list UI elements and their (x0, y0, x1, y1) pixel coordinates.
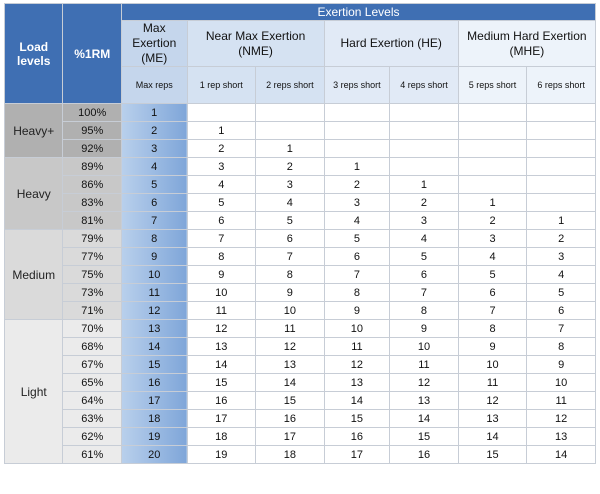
reps-cell: 16 (187, 392, 256, 410)
reps-cell: 6 (458, 284, 527, 302)
table-row (5, 122, 596, 140)
reps-cell: 7 (187, 230, 256, 248)
table-row (5, 176, 596, 194)
table-row (5, 266, 596, 284)
max-reps-cell: 10 (121, 266, 187, 284)
reps-cell: 9 (187, 266, 256, 284)
reps-cell (527, 122, 596, 140)
reps-cell: 9 (324, 302, 390, 320)
max-reps-cell: 13 (121, 320, 187, 338)
reps-cell: 14 (324, 392, 390, 410)
reps-cell: 10 (256, 302, 325, 320)
table-row (5, 320, 596, 338)
reps-header-cell: 6 reps short (527, 67, 596, 104)
max-reps-cell: 17 (121, 392, 187, 410)
reps-cell: 2 (256, 158, 325, 176)
reps-cell: 12 (324, 356, 390, 374)
reps-cell: 15 (324, 410, 390, 428)
table-row (5, 194, 596, 212)
reps-cell: 10 (187, 284, 256, 302)
pct-1rm-cell: 75% (63, 266, 121, 284)
reps-cell: 6 (390, 266, 459, 284)
reps-cell (324, 104, 390, 122)
reps-cell: 5 (324, 230, 390, 248)
max-reps-cell: 6 (121, 194, 187, 212)
reps-cell: 6 (256, 230, 325, 248)
reps-cell: 2 (527, 230, 596, 248)
reps-cell: 15 (187, 374, 256, 392)
reps-cell (324, 122, 390, 140)
reps-cell (324, 140, 390, 158)
load-level-cell: Light (5, 320, 63, 464)
max-reps-cell: 11 (121, 284, 187, 302)
reps-cell: 3 (187, 158, 256, 176)
reps-cell (458, 122, 527, 140)
exertion-group-header: Medium Hard Exertion (MHE) (458, 21, 595, 67)
reps-cell (458, 104, 527, 122)
reps-cell: 5 (256, 212, 325, 230)
reps-cell: 13 (256, 356, 325, 374)
pct-1rm-cell: 62% (63, 428, 121, 446)
reps-cell: 10 (324, 320, 390, 338)
reps-header-cell: 4 reps short (390, 67, 459, 104)
table-row (5, 356, 596, 374)
reps-cell: 11 (187, 302, 256, 320)
max-reps-cell: 19 (121, 428, 187, 446)
reps-cell: 9 (256, 284, 325, 302)
reps-cell: 13 (458, 410, 527, 428)
exertion-group-header: Near Max Exertion (NME) (187, 21, 324, 67)
pct-1rm-cell: 70% (63, 320, 121, 338)
reps-cell: 11 (458, 374, 527, 392)
table-row (5, 158, 596, 176)
table-row (5, 428, 596, 446)
reps-cell: 10 (527, 374, 596, 392)
reps-cell: 8 (458, 320, 527, 338)
reps-header-cell: 2 reps short (256, 67, 325, 104)
reps-cell: 8 (390, 302, 459, 320)
reps-cell: 5 (390, 248, 459, 266)
reps-cell: 1 (324, 158, 390, 176)
reps-cell: 14 (458, 428, 527, 446)
load-level-cell: Medium (5, 230, 63, 320)
table-row (5, 410, 596, 428)
max-reps-cell: 5 (121, 176, 187, 194)
pct-1rm-header: %1RM (63, 4, 121, 104)
reps-cell: 5 (458, 266, 527, 284)
reps-cell: 15 (256, 392, 325, 410)
reps-cell: 1 (527, 212, 596, 230)
max-reps-cell: 4 (121, 158, 187, 176)
reps-cell: 3 (527, 248, 596, 266)
table-row (5, 284, 596, 302)
pct-1rm-cell: 79% (63, 230, 121, 248)
reps-cell: 2 (458, 212, 527, 230)
reps-cell: 16 (324, 428, 390, 446)
reps-cell: 14 (187, 356, 256, 374)
reps-cell: 9 (527, 356, 596, 374)
table-row (5, 338, 596, 356)
reps-cell (390, 122, 459, 140)
pct-1rm-cell: 95% (63, 122, 121, 140)
reps-cell (256, 104, 325, 122)
max-reps-cell: 14 (121, 338, 187, 356)
max-reps-cell: 8 (121, 230, 187, 248)
reps-cell: 2 (187, 140, 256, 158)
reps-cell: 7 (527, 320, 596, 338)
reps-cell: 8 (187, 248, 256, 266)
reps-cell (390, 140, 459, 158)
exertion-group-header: Hard Exertion (HE) (324, 21, 458, 67)
table-row (5, 140, 596, 158)
load-level-cell: Heavy+ (5, 104, 63, 158)
reps-cell: 4 (458, 248, 527, 266)
reps-cell: 3 (458, 230, 527, 248)
reps-cell (390, 104, 459, 122)
table-row (5, 302, 596, 320)
reps-header-cell: 5 reps short (458, 67, 527, 104)
pct-1rm-cell: 92% (63, 140, 121, 158)
reps-cell: 1 (390, 176, 459, 194)
max-reps-cell: 3 (121, 140, 187, 158)
reps-cell: 9 (458, 338, 527, 356)
reps-cell: 7 (256, 248, 325, 266)
reps-cell: 6 (187, 212, 256, 230)
reps-cell: 4 (324, 212, 390, 230)
reps-cell: 1 (458, 194, 527, 212)
reps-cell: 12 (527, 410, 596, 428)
reps-cell: 10 (458, 356, 527, 374)
table-row (5, 446, 596, 464)
reps-cell: 18 (187, 428, 256, 446)
reps-cell: 17 (324, 446, 390, 464)
max-reps-cell: 18 (121, 410, 187, 428)
table-row (5, 104, 596, 122)
pct-1rm-cell: 81% (63, 212, 121, 230)
reps-cell: 17 (256, 428, 325, 446)
reps-cell: 2 (324, 176, 390, 194)
reps-cell: 6 (527, 302, 596, 320)
reps-header-cell: 3 reps short (324, 67, 390, 104)
reps-cell: 17 (187, 410, 256, 428)
max-reps-cell: 7 (121, 212, 187, 230)
reps-cell: 13 (527, 428, 596, 446)
reps-cell: 2 (390, 194, 459, 212)
reps-cell: 6 (324, 248, 390, 266)
reps-cell: 16 (256, 410, 325, 428)
reps-cell (458, 176, 527, 194)
pct-1rm-cell: 86% (63, 176, 121, 194)
reps-cell: 16 (390, 446, 459, 464)
reps-cell (527, 194, 596, 212)
reps-cell: 11 (324, 338, 390, 356)
reps-cell: 4 (256, 194, 325, 212)
load-levels-header: Load levels (5, 4, 63, 104)
reps-header-cell: Max reps (121, 67, 187, 104)
reps-cell: 4 (187, 176, 256, 194)
pct-1rm-cell: 89% (63, 158, 121, 176)
reps-cell (187, 104, 256, 122)
pct-1rm-cell: 67% (63, 356, 121, 374)
reps-cell: 3 (324, 194, 390, 212)
reps-cell: 12 (458, 392, 527, 410)
reps-cell (527, 104, 596, 122)
reps-cell: 4 (390, 230, 459, 248)
reps-cell (390, 158, 459, 176)
max-reps-cell: 2 (121, 122, 187, 140)
load-level-cell: Heavy (5, 158, 63, 230)
reps-cell: 10 (390, 338, 459, 356)
pct-1rm-cell: 68% (63, 338, 121, 356)
reps-cell: 14 (527, 446, 596, 464)
reps-cell (527, 158, 596, 176)
reps-cell: 14 (390, 410, 459, 428)
reps-cell: 9 (390, 320, 459, 338)
reps-cell: 8 (324, 284, 390, 302)
max-reps-cell: 12 (121, 302, 187, 320)
max-reps-cell: 1 (121, 104, 187, 122)
reps-cell: 3 (256, 176, 325, 194)
reps-cell: 13 (390, 392, 459, 410)
exertion-group-header: Max Exertion (ME) (121, 21, 187, 67)
table-row (5, 248, 596, 266)
reps-cell: 1 (256, 140, 325, 158)
reps-cell: 19 (187, 446, 256, 464)
reps-cell: 11 (256, 320, 325, 338)
reps-cell: 1 (187, 122, 256, 140)
reps-cell: 12 (390, 374, 459, 392)
reps-cell: 8 (527, 338, 596, 356)
pct-1rm-cell: 100% (63, 104, 121, 122)
reps-cell: 7 (324, 266, 390, 284)
reps-cell: 8 (256, 266, 325, 284)
reps-cell: 15 (390, 428, 459, 446)
reps-cell: 15 (458, 446, 527, 464)
reps-cell (527, 140, 596, 158)
reps-cell: 11 (527, 392, 596, 410)
pct-1rm-cell: 77% (63, 248, 121, 266)
exertion-table (4, 3, 596, 464)
exertion-levels-header: Exertion Levels (121, 4, 595, 21)
reps-cell: 3 (390, 212, 459, 230)
reps-cell (458, 158, 527, 176)
max-reps-cell: 9 (121, 248, 187, 266)
reps-cell (527, 176, 596, 194)
reps-cell: 5 (527, 284, 596, 302)
max-reps-cell: 16 (121, 374, 187, 392)
reps-cell: 13 (187, 338, 256, 356)
reps-cell: 13 (324, 374, 390, 392)
reps-cell (256, 122, 325, 140)
reps-cell: 7 (458, 302, 527, 320)
table-row (5, 392, 596, 410)
pct-1rm-cell: 83% (63, 194, 121, 212)
table-row (5, 212, 596, 230)
pct-1rm-cell: 65% (63, 374, 121, 392)
pct-1rm-cell: 64% (63, 392, 121, 410)
reps-cell: 12 (187, 320, 256, 338)
table-row (5, 374, 596, 392)
reps-header-cell: 1 rep short (187, 67, 256, 104)
table-row (5, 230, 596, 248)
reps-cell: 14 (256, 374, 325, 392)
max-reps-cell: 15 (121, 356, 187, 374)
reps-cell (458, 140, 527, 158)
pct-1rm-cell: 63% (63, 410, 121, 428)
max-reps-cell: 20 (121, 446, 187, 464)
pct-1rm-cell: 61% (63, 446, 121, 464)
reps-cell: 18 (256, 446, 325, 464)
reps-cell: 5 (187, 194, 256, 212)
reps-cell: 7 (390, 284, 459, 302)
reps-cell: 11 (390, 356, 459, 374)
reps-cell: 4 (527, 266, 596, 284)
pct-1rm-cell: 73% (63, 284, 121, 302)
pct-1rm-cell: 71% (63, 302, 121, 320)
reps-cell: 12 (256, 338, 325, 356)
